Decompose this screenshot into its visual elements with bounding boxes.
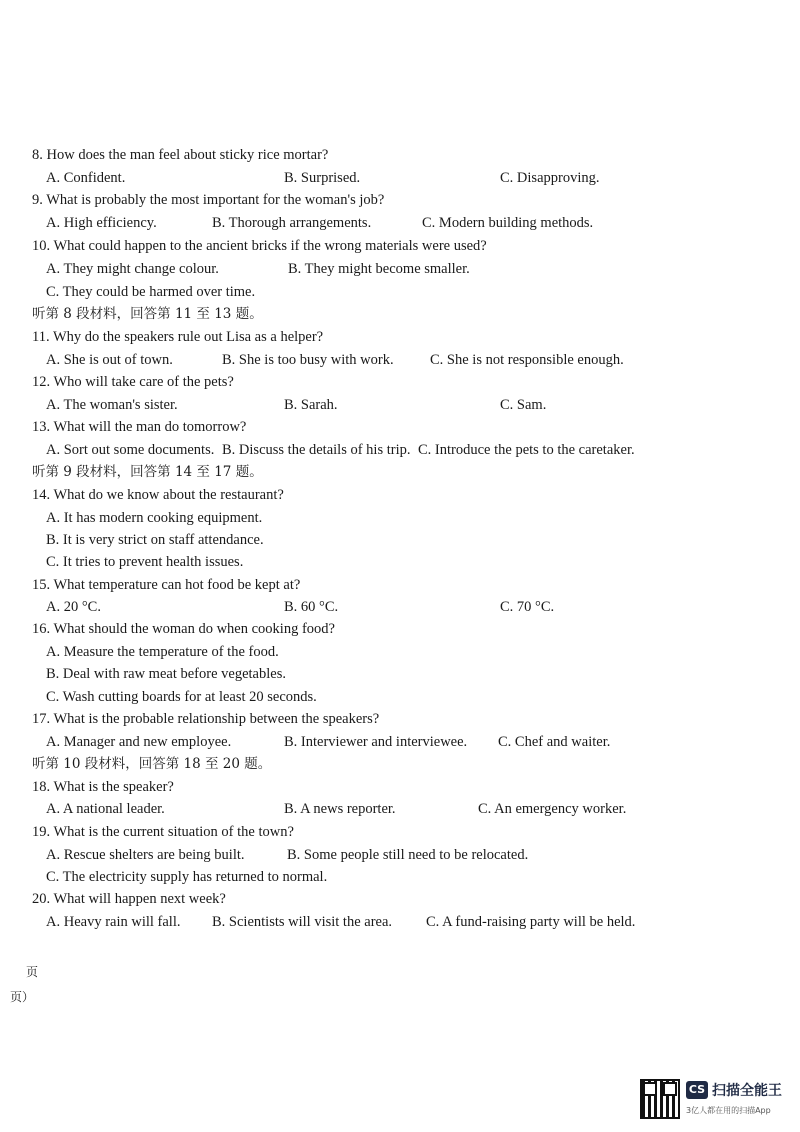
q11-option-b: B. She is too busy with work. [222,352,394,368]
scanner-watermark [640,1079,790,1119]
q20-option-c: C. A fund-raising party will be held. [426,914,636,930]
question-18: 18. What is the speaker? [32,779,174,795]
q8-option-a: A. Confident. [46,170,126,186]
q10-option-a: A. They might change colour. [46,261,219,277]
page-fragment-1: 页 [26,965,39,979]
q18-option-b: B. A news reporter. [284,801,396,817]
question-17: 17. What is the probable relationship between the speakers? [32,711,380,727]
q12-option-a: A. The woman's sister. [46,397,178,413]
question-13: 13. What will the man do tomorrow? [32,419,247,435]
app-tagline: 3亿人都在用的扫描App [686,1106,771,1115]
q20-option-b: B. Scientists will visit the area. [212,914,393,930]
q18-option-c: C. An emergency worker. [478,801,627,817]
app-name: 扫描全能王 [712,1083,782,1099]
q12-option-b: B. Sarah. [284,397,338,413]
page-fragment-2: 页） [10,990,35,1004]
q9-option-c: C. Modern building methods. [422,215,594,231]
q11-option-a: A. She is out of town. [46,352,173,368]
q16-option-c: C. Wash cutting boards for at least 20 seconds. [46,689,317,705]
q10-option-b: B. They might become smaller. [288,261,470,277]
q8-option-b: B. Surprised. [284,170,361,186]
q8-option-c: C. Disapproving. [500,170,600,186]
q14-option-b: B. It is very strict on staff attendance. [46,532,264,548]
question-9: 9. What is probably the most important for the woman's job? [32,192,385,208]
q9-option-a: A. High efficiency. [46,215,157,231]
q9-option-b: B. Thorough arrangements. [212,215,372,231]
q19-option-c: C. The electricity supply has returned to normal. [46,869,328,885]
q13-option-b: B. Discuss the details of his trip. [222,442,411,458]
question-11: 11. Why do the speakers rule out Lisa as a helper? [32,329,324,345]
q14-option-c: C. It tries to prevent health issues. [46,554,244,570]
section-8-instruction: 听第 8 段材料，回答第 11 至 13 题。 [32,306,263,322]
q16-option-b: B. Deal with raw meat before vegetables. [46,666,286,682]
q11-option-c: C. She is not responsible enough. [430,352,624,368]
q18-option-a: A. A national leader. [46,801,165,817]
question-8: 8. How does the man feel about sticky rice mortar? [32,147,329,163]
q15-option-c: C. 70 °C. [500,599,555,615]
q14-option-a: A. It has modern cooking equipment. [46,510,263,526]
question-10: 10. What could happen to the ancient bricks if the wrong materials were used? [32,238,487,254]
q16-option-a: A. Measure the temperature of the food. [46,644,279,660]
q15-option-a: A. 20 °C. [46,599,101,615]
q10-option-c: C. They could be harmed over time. [46,284,256,300]
q15-option-b: B. 60 °C. [284,599,339,615]
q17-option-a: A. Manager and new employee. [46,734,232,750]
question-16: 16. What should the woman do when cooking food? [32,621,335,637]
section-9-instruction: 听第 9 段材料，回答第 14 至 17 题。 [32,464,263,480]
section-10-instruction: 听第 10 段材料，回答第 18 至 20 题。 [32,756,272,772]
qr-code-icon [640,1079,680,1119]
q19-option-a: A. Rescue shelters are being built. [46,847,245,863]
q19-option-b: B. Some people still need to be relocated. [287,847,529,863]
q12-option-c: C. Sam. [500,397,547,413]
question-20: 20. What will happen next week? [32,891,226,907]
q17-option-b: B. Interviewer and interviewee. [284,734,468,750]
question-19: 19. What is the current situation of the town? [32,824,294,840]
question-12: 12. Who will take care of the pets? [32,374,234,390]
q13-option-a: A. Sort out some documents. [46,442,215,458]
q20-option-a: A. Heavy rain will fall. [46,914,181,930]
q17-option-c: C. Chef and waiter. [498,734,611,750]
question-15: 15. What temperature can hot food be kept at? [32,577,301,593]
camscanner-logo-icon: CS [686,1081,708,1099]
question-14: 14. What do we know about the restaurant? [32,487,284,503]
q13-option-c: C. Introduce the pets to the caretaker. [418,442,635,458]
